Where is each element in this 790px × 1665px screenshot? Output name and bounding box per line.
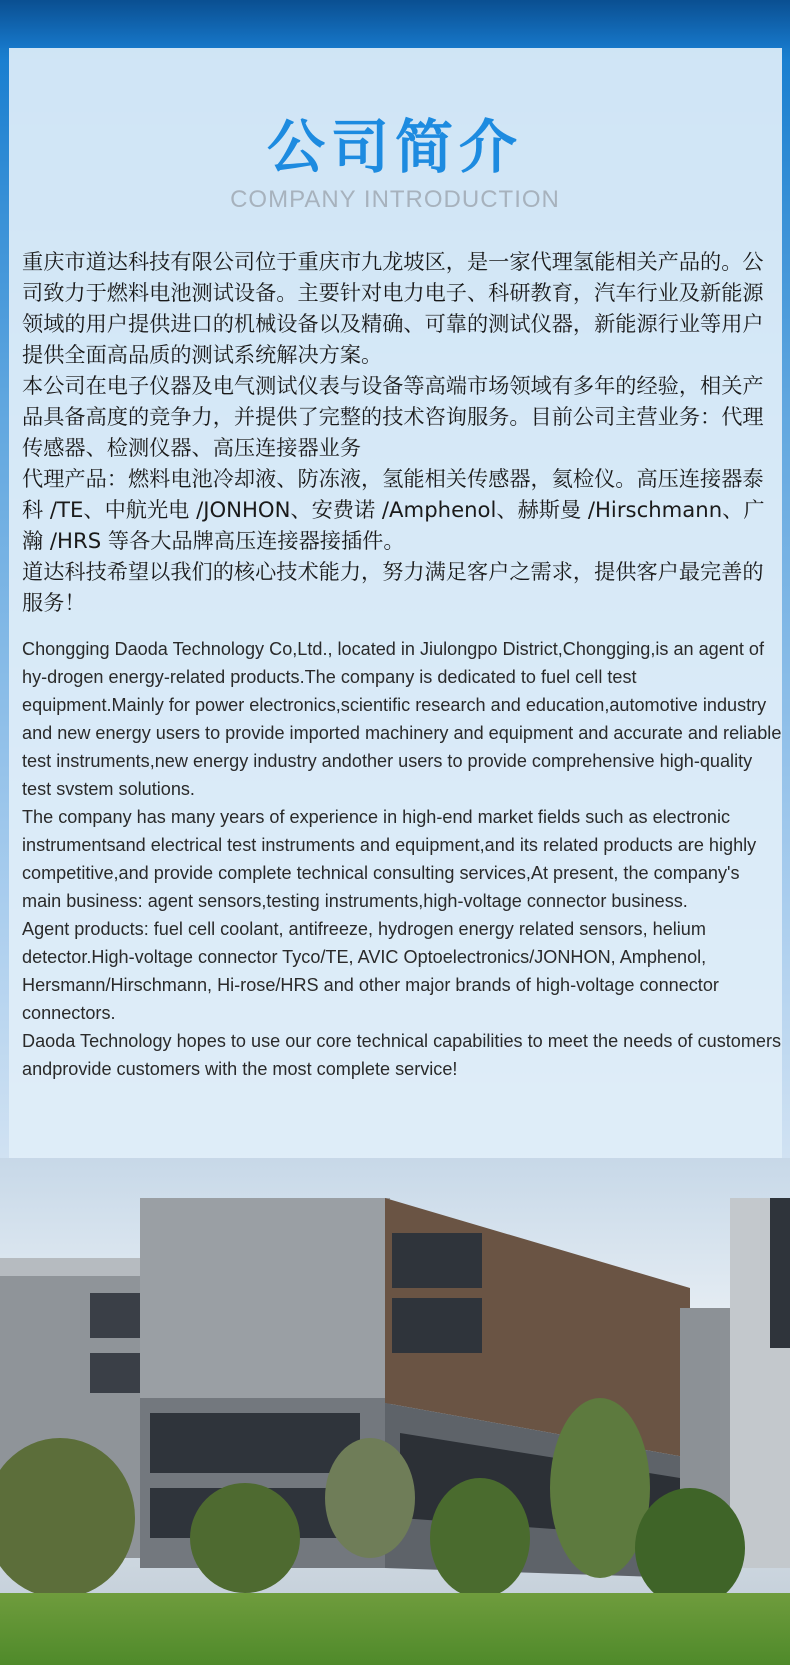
company-building-photo: [0, 1158, 790, 1665]
en-paragraph-3: Agent products: fuel cell coolant, antifreeze, hydrogen energy related sensors, helium detector.High-voltage connector Tyco/TE, AVIC Optoelectronics/JONHON, Amphenol, Hersmann/Hirschmann, Hi-rose/HRS and other major brands of high-voltage connector connectors.: [22, 919, 719, 1023]
en-paragraph-2: The company has many years of experience in high-end market fields such as electronic instrumentsand electrical test instruments and equipment,and its related products are highly competitive,and provide complete technical consulting services,At present, the company's main business: agent sensors,testing instruments,high-voltage connector business.: [22, 807, 757, 911]
page-title: 公司简介: [266, 113, 523, 181]
english-intro: [22, 635, 782, 1083]
en-paragraph-1: Chongging Daoda Technology Co,Ltd., located in Jiulongpo District,Chongging,is an agent of hy-drogen energy-related products.The company is dedicated to fuel cell test equipment.Mainly for power electronics,scientific research and education,automotive industry and new energy users to provide imported machinery and equipment and accurate and reliable test instruments,new energy industry andother users to provide comprehensive high-quality test svstem solutions.: [22, 639, 782, 799]
tree: [550, 1398, 650, 1578]
page-subtitle: COMPANY INTRODUCTION: [230, 186, 560, 213]
cn-paragraph-1: 重庆市道达科技有限公司位于重庆市九龙坡区，是一家代理氢能相关产品的。公司致力于燃料电池测试设备。主要针对电力电子、科研教育，汽车行业及新能源领域的用户提供进口的机械设备以及精确、可靠的测试仪器，新能源行业等用户提供全面高品质的测试系统解决方案。: [22, 249, 764, 367]
cn-paragraph-3: 代理产品：燃料电池冷却液、防冻液，氢能相关传感器，氦检仪。高压连接器泰科 /TE、中航光电 /JONHON、安费诺 /Amphenol、赫斯曼 /Hirschmann、广瀚 /HRS 等各大品牌高压连接器接插件。: [22, 466, 765, 553]
tree: [635, 1488, 745, 1608]
en-paragraph-4: Daoda Technology hopes to use our core technical capabilities to meet the needs of customers andprovide customers with the most complete service!: [22, 1031, 782, 1079]
tree: [190, 1483, 300, 1593]
tree: [430, 1478, 530, 1598]
lawn: [0, 1593, 790, 1665]
cn-paragraph-2: 本公司在电子仪器及电气测试仪表与设备等高端市场领域有多年的经验，相关产品具备高度的竞争力，并提供了完整的技术咨询服务。目前公司主营业务：代理传感器、检测仪器、高压连接器业务: [22, 373, 764, 460]
chinese-intro: [22, 246, 782, 618]
top-banner: [0, 0, 790, 48]
main-block: [140, 1198, 390, 1398]
tree: [325, 1438, 415, 1558]
cn-paragraph-4: 道达科技希望以我们的核心技术能力，努力满足客户之需求，提供客户最完善的服务！: [22, 559, 764, 615]
building-illustration: [0, 1158, 790, 1665]
